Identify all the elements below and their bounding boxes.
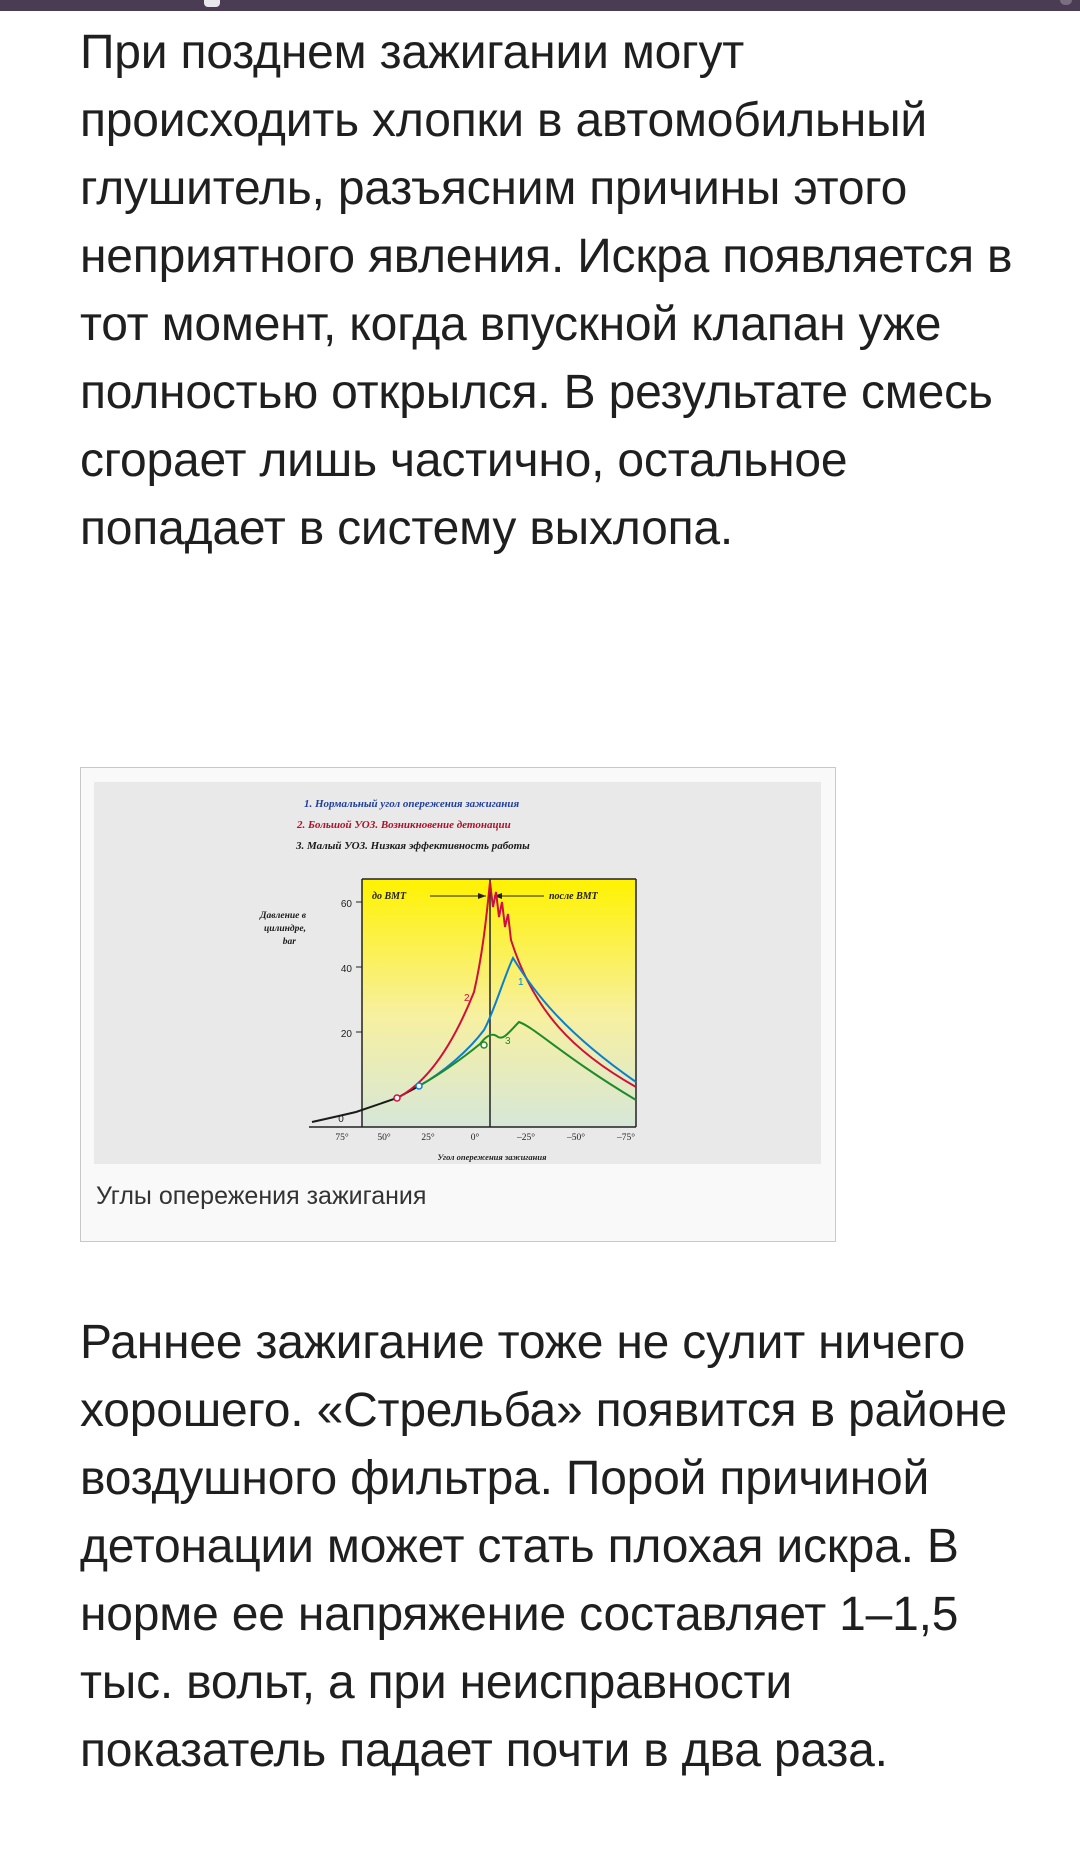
before-tdc-label: до ВМТ <box>372 891 407 902</box>
ignition-point-3 <box>481 1042 487 1048</box>
x-axis-label: Угол опережения зажигания <box>437 1152 547 1162</box>
y-tick-label-20: 20 <box>340 1029 352 1040</box>
figure-caption: Углы опережения зажигания <box>96 1182 427 1210</box>
ignition-point-2 <box>394 1095 400 1101</box>
x-tick-label: 0° <box>470 1133 480 1143</box>
diagram-svg <box>94 782 821 1164</box>
ignition-timing-diagram[interactable] <box>94 782 821 1164</box>
y-tick-label-40: 40 <box>340 964 352 975</box>
y-axis-label-line-3: bar <box>282 937 296 947</box>
x-tick-label: 75° <box>335 1133 349 1143</box>
legend-item-2: 2. Большой УОЗ. Возникновение детонации <box>297 819 511 831</box>
x-tick-label: –25° <box>516 1133 536 1143</box>
curve-label-3: 3 <box>505 1036 511 1047</box>
legend-item-3: 3. Малый УОЗ. Низкая эффективность работы <box>296 840 530 852</box>
status-indicator-right <box>1060 0 1072 5</box>
curve-label-1: 1 <box>518 977 524 988</box>
x-tick-label: –50° <box>566 1133 586 1143</box>
y-tick-label-0: 0 <box>338 1114 344 1125</box>
ignition-point-1 <box>416 1083 422 1089</box>
article-figure[interactable] <box>80 767 836 1242</box>
x-tick-label: 50° <box>377 1133 391 1143</box>
y-axis-label-line-1: Давление в <box>260 911 306 921</box>
status-bar <box>0 0 1080 11</box>
x-tick-label: –75° <box>616 1133 636 1143</box>
article-paragraph: При позднем зажигании могут происходить хлопки в автомобильный глушитель, разъясним причины этого неприятного явления. Искра появляется в тот момент, когда впускной клапан уже полностью открылся. В результате смесь сгорает лишь частично, остальное попадает в систему выхлопа. <box>80 26 1013 555</box>
curve-label-2: 2 <box>464 993 470 1004</box>
status-indicator <box>204 0 220 7</box>
y-tick-label-60: 60 <box>340 899 352 910</box>
after-tdc-label: после ВМТ <box>549 891 598 902</box>
article-paragraph: Раннее зажигание тоже не сулит ничего хорошего. «Стрельба» появится в районе воздушного фильтра. Порой причиной детонации может стать плохая искра. В норме ее напряжение составляет 1–1,5 тыс. вольт, а при неисправности показатель падает почти в два раза. <box>80 1316 1007 1777</box>
y-axis-label-line-2: цилиндре, <box>263 924 306 934</box>
x-tick-label: 25° <box>421 1133 435 1143</box>
legend-item-1: 1. Нормальный угол опережения зажигания <box>304 798 520 810</box>
